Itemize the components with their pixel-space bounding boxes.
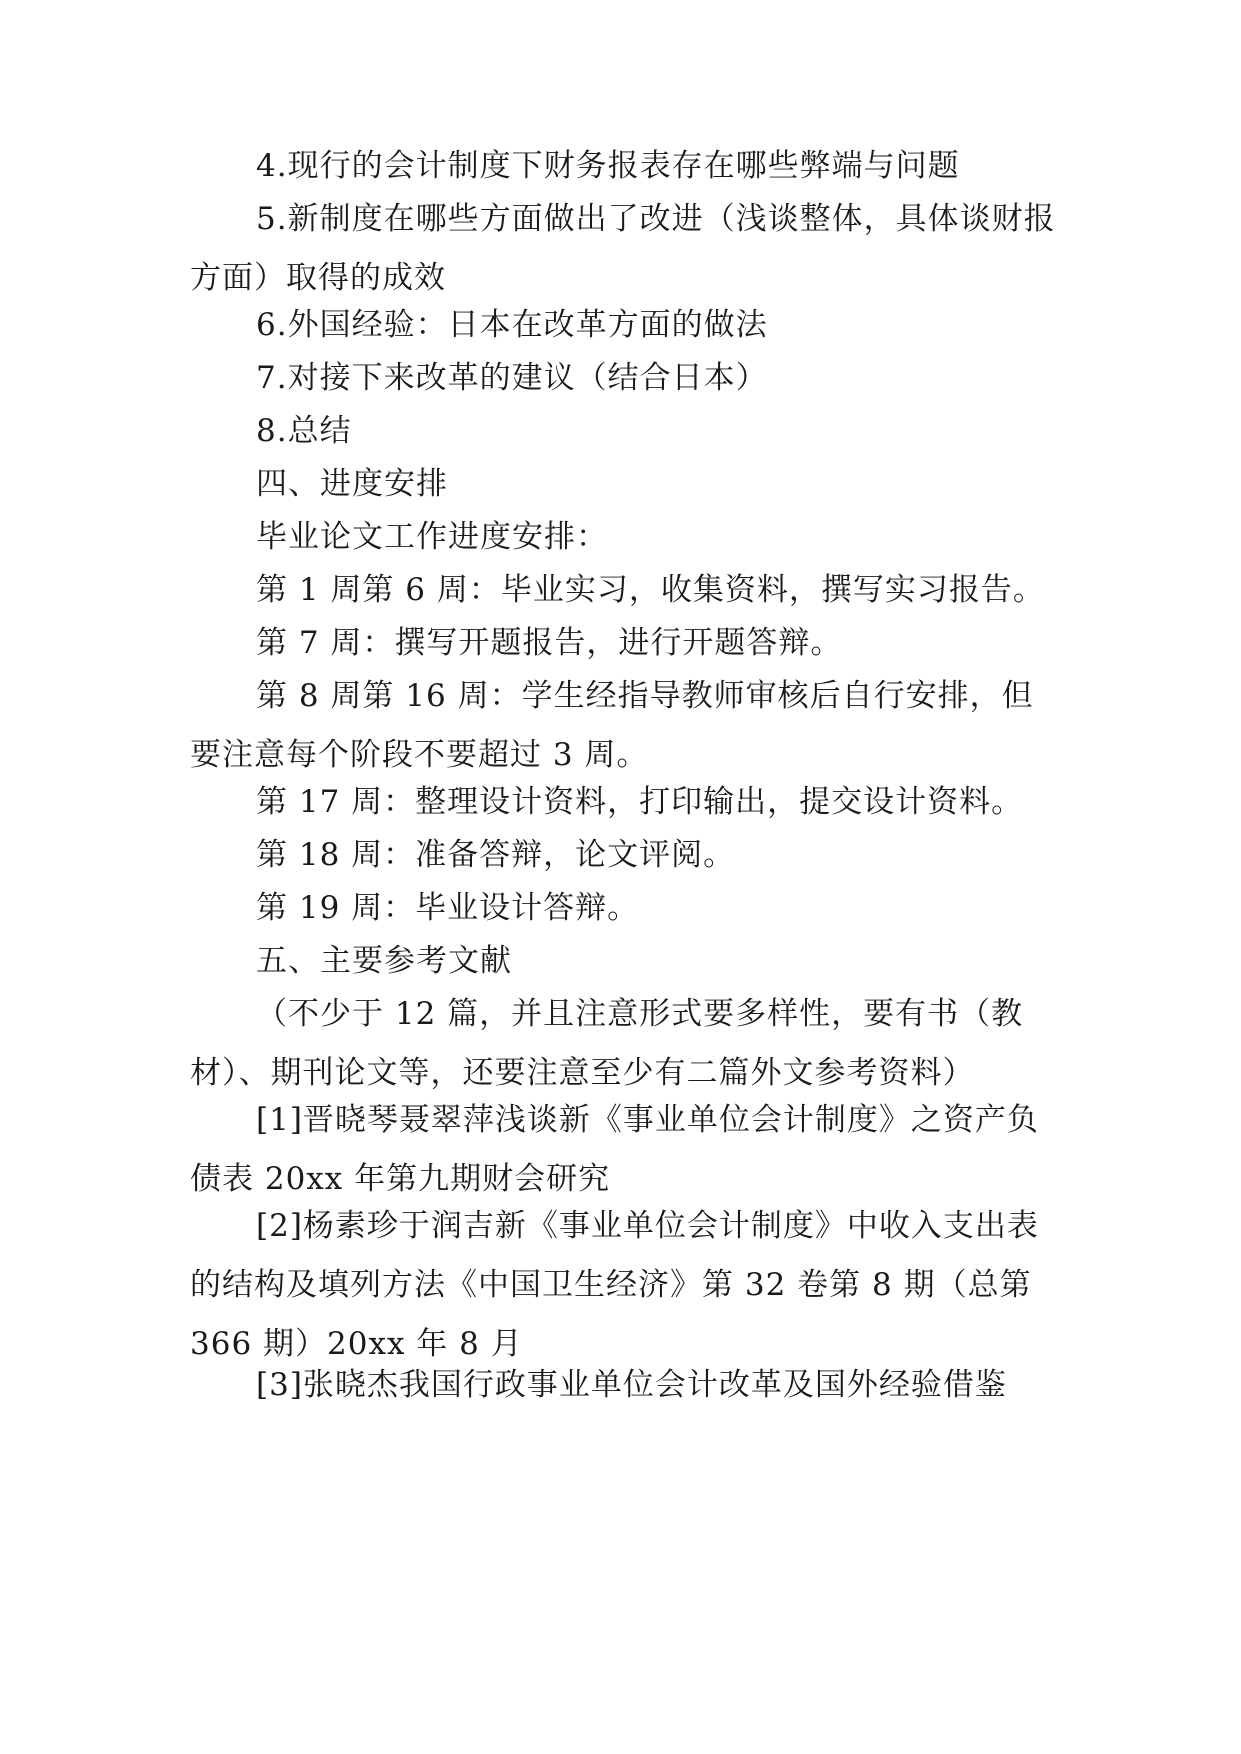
schedule-item: 第 19 周：毕业设计答辩。 <box>256 890 640 926</box>
schedule-intro: 毕业论文工作进度安排： <box>256 519 608 555</box>
section-heading-schedule: 四、进度安排 <box>256 466 448 502</box>
references-note: （不少于 12 篇，并且注意形式要多样性，要有书（教材）、期刊论文等，还要注意至少有二篇外文参考资料） <box>190 996 1024 1091</box>
schedule-item: 第 18 周：准备答辩，论文评阅。 <box>256 837 736 873</box>
section-heading-references: 五、主要参考文献 <box>256 943 512 979</box>
schedule-item: 第 8 周第 16 周：学生经指导教师审核后自行安排，但要注意每个阶段不要超过 3 周。 <box>190 678 1034 773</box>
schedule-item: 第 17 周：整理设计资料，打印输出，提交设计资料。 <box>256 784 1024 820</box>
outline-item-6: 6.外国经验：日本在改革方面的做法 <box>256 307 768 343</box>
outline-item-4: 4.现行的会计制度下财务报表存在哪些弊端与问题 <box>256 148 960 184</box>
outline-item-5: 5.新制度在哪些方面做出了改进（浅谈整体，具体谈财报方面）取得的成效 <box>190 201 1056 296</box>
schedule-item: 第 1 周第 6 周：毕业实习，收集资料，撰写实习报告。 <box>256 572 1045 608</box>
reference-item: [2]杨素珍于润吉新《事业单位会计制度》中收入支出表的结构及填列方法《中国卫生经济》第 32 卷第 8 期（总第 366 期）20xx 年 8 月 <box>190 1208 1039 1362</box>
outline-item-8: 8.总结 <box>256 413 352 449</box>
outline-item-7: 7.对接下来改革的建议（结合日本） <box>256 360 768 396</box>
schedule-item: 第 7 周：撰写开题报告，进行开题答辩。 <box>256 625 843 661</box>
reference-item: [1]晋晓琴聂翠萍浅谈新《事业单位会计制度》之资产负债表 20xx 年第九期财会研究 <box>190 1102 1039 1197</box>
reference-item: [3]张晓杰我国行政事业单位会计改革及国外经验借鉴 <box>256 1367 1007 1403</box>
